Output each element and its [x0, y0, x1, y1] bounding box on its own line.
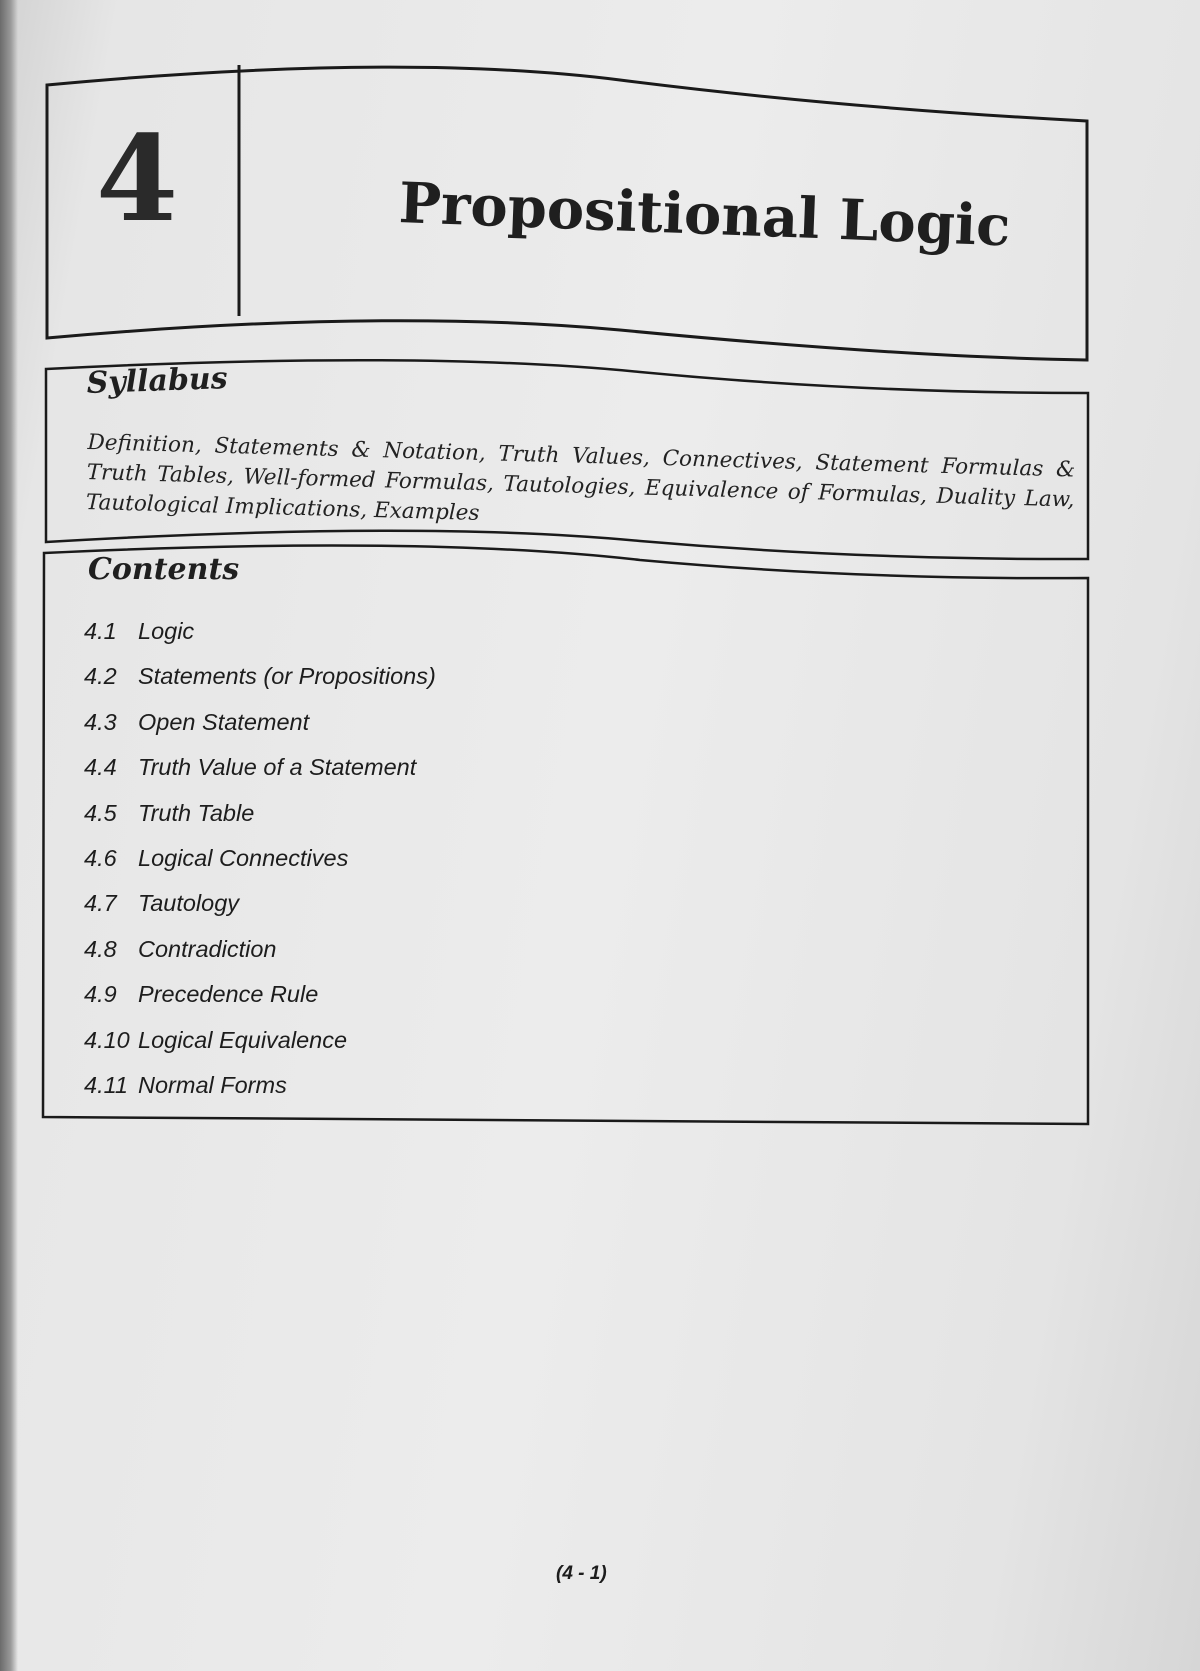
toc-item[interactable]: [84, 709, 436, 754]
toc-item-number: 4.5: [84, 799, 117, 826]
toc-item[interactable]: [84, 981, 436, 1026]
toc-item-label: Logical Equivalence: [138, 1026, 348, 1053]
toc-item-number: 4.9: [84, 981, 117, 1008]
toc-item-label: Tautology: [138, 890, 240, 917]
toc-item-label: Statements (or Propositions): [138, 663, 436, 690]
toc-item[interactable]: [84, 754, 436, 799]
toc-item-label: Truth Table: [138, 799, 255, 826]
toc-item[interactable]: [84, 663, 436, 708]
toc-item-label: Precedence Rule: [138, 981, 319, 1008]
toc-item[interactable]: [84, 936, 436, 981]
toc-item-number: 4.6: [84, 844, 117, 871]
toc-item[interactable]: [84, 1072, 436, 1117]
toc-item-number: 4.4: [84, 754, 117, 781]
syllabus-heading: Syllabus: [86, 361, 229, 401]
toc-item[interactable]: [84, 1027, 436, 1072]
toc-item-number: 4.1: [84, 618, 117, 644]
chapter-title: Propositional Logic: [397, 170, 1012, 260]
toc-item-number: 4.11: [84, 1071, 128, 1098]
page-number: (4 - 1): [556, 1563, 607, 1584]
toc-item-number: 4.7: [84, 890, 117, 917]
toc-item-number: 4.8: [84, 935, 117, 962]
contents-heading: Contents: [88, 552, 240, 587]
toc-item-label: Contradiction: [138, 935, 277, 962]
toc-item-label: Logical Connectives: [138, 844, 349, 871]
chapter-number: 4: [96, 109, 179, 248]
toc-item-label: Normal Forms: [138, 1071, 287, 1098]
toc-item-number: 4.3: [84, 708, 117, 735]
toc-item-number: 4.10: [84, 1026, 130, 1053]
toc-item[interactable]: [84, 845, 436, 890]
toc-item[interactable]: [84, 890, 436, 935]
toc-item[interactable]: [84, 618, 436, 663]
toc-item-label: Logic: [138, 618, 195, 644]
toc-item-label: Open Statement: [138, 708, 310, 735]
toc-item-label: Truth Value of a Statement: [138, 754, 417, 781]
toc-item-number: 4.2: [84, 663, 117, 690]
toc-item[interactable]: [84, 800, 436, 845]
syllabus-text: Definition, Statements & Notation, Truth Values, Connectives, Statement Formulas & Truth Tables, Well-formed Formulas, Tautologies, Equivalence of Formulas, Duality Law, Tautological Implications, Examples: [85, 429, 1076, 526]
table-of-contents: [84, 618, 436, 1117]
